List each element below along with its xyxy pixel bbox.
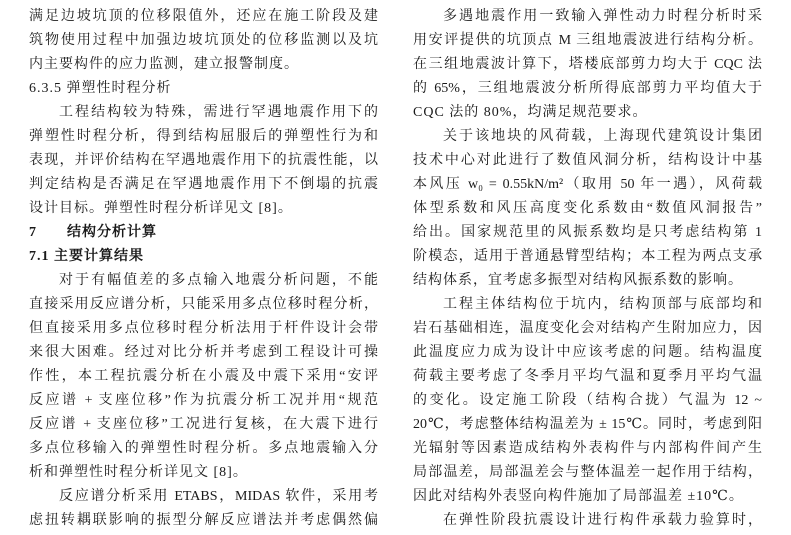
text-line: 但直接采用多点位移时程分析法用于杆件设计会带 [29,321,378,336]
right-column [413,5,762,533]
text-line: 关于该地块的风荷载，上海现代建筑设计集团 [443,129,762,144]
text-line: 满足边坡坑顶的位移限值外，还应在施工阶段及建 [29,9,378,24]
text-line: 设计目标。弹塑性时程分析详见文 [8]。 [29,201,293,216]
text-line: 在三组地震波计算下，塔楼底部剪力均大于 CQC 法 [413,57,762,72]
text-line: 来很大困难。经过对比分析并考虑到工程设计可操 [29,345,378,360]
text-line: 判定结构是否满足在罕遇地震作用下不倒塌的抗震 [29,177,378,192]
text-line: CQC 法的 80%，均满足规范要求。 [413,105,648,120]
text-line: 结构体系，宜考虑多振型对结构风振系数的影响。 [413,273,743,288]
text-line: 内主要构件的应力监测，建立报警制度。 [29,57,299,72]
text-line: 析和弹塑性时程分析详见文 [8]。 [29,465,248,480]
text-line: 本风压 w₀ = 0.55kN/m²（取用 50 年一遇），风荷载 [413,177,762,192]
text-line: 作性，本工程抗震分析在小震及中震下采用“安评 [29,369,378,384]
text-line: 给出。国家规范里的风振系数均是只考虑结构第 1 [413,225,762,240]
text-line: 体型系数和风压高度变化系数由“数值风洞报告” [413,201,762,216]
text-line: 在弹性阶段抗震设计进行构件承载力验算时， [443,513,762,528]
text-line: 此温度应力成为设计中应该考虑的问题。结构温度 [413,345,762,360]
text-line: 荷载主要考虑了冬季月平均气温和夏季月平均气温 [413,369,762,384]
text-line: 岩石基础相连，温度变化会对结构产生附加应力，因 [413,321,762,336]
section-heading-6-3-5: 6.3.5 弹塑性时程分析 [29,81,172,96]
text-line: 多遇地震作用一致输入弹性动力时程分析时采 [443,9,762,24]
text-line: 的变化。设定施工阶段（结构合拢）气温为 12 ~ [413,393,762,408]
text-line: 工程主体结构位于坑内，结构顶部与底部均和 [443,297,762,312]
text-line: 直接采用反应谱分析，只能采用多点位移时程分析， [29,297,378,312]
section-heading-7-1: 7.1 主要计算结果 [29,249,144,264]
text-line: 光辐射等因素造成结构外表构件与内部构件间产生 [413,441,762,456]
section-heading-7: 7 结构分析计算 [29,225,157,240]
text-line: 对于有幅值差的多点输入地震分析问题，不能 [59,273,378,288]
text-line: 因此对结构外表竖向构件施加了局部温差 ±10℃。 [413,489,744,504]
text-line: 反应谱分析采用 ETABS，MIDAS 软件，采用考 [59,489,378,504]
text-line: 虑扭转耦联影响的振型分解反应谱法并考虑偶然偏 [29,513,378,528]
text-line: 工程结构较为特殊，需进行罕遇地震作用下的 [59,105,378,120]
text-line: 弹塑性时程分析，得到结构屈服后的弹塑性行为和 [29,129,378,144]
text-line: 的 65%，三组地震波分析所得底部剪力平均值大于 [413,81,762,96]
text-line: 阶模态，适用于普通悬臂型结构；本工程为两点支承 [413,249,762,264]
text-line: 20℃，考虑整体结构温差为 ± 15℃。同时，考虑到阳 [413,417,762,432]
text-line: 用安评提供的坑顶点 M 三组地震波进行结构分析。 [413,33,762,48]
text-line: 反应谱 + 支座位移”作为抗震分析工况并用“规范 [29,393,378,408]
text-line: 筑物使用过程中加强边坡坑顶处的位移监测以及坑 [29,33,378,48]
text-line: 反应谱 + 支座位移”工况进行复核，在大震下进行 [29,417,378,432]
left-column [29,5,378,533]
text-line: 技术中心对此进行了数值风洞分析，结构设计中基 [413,153,762,168]
text-line: 局部温差，局部温差会与整体温差一起作用于结构， [413,465,762,480]
text-line: 多点位移输入的弹塑性时程分析。多点地震输入分 [29,441,378,456]
text-line: 表现，并评价结构在罕遇地震作用下的抗震性能，以 [29,153,378,168]
